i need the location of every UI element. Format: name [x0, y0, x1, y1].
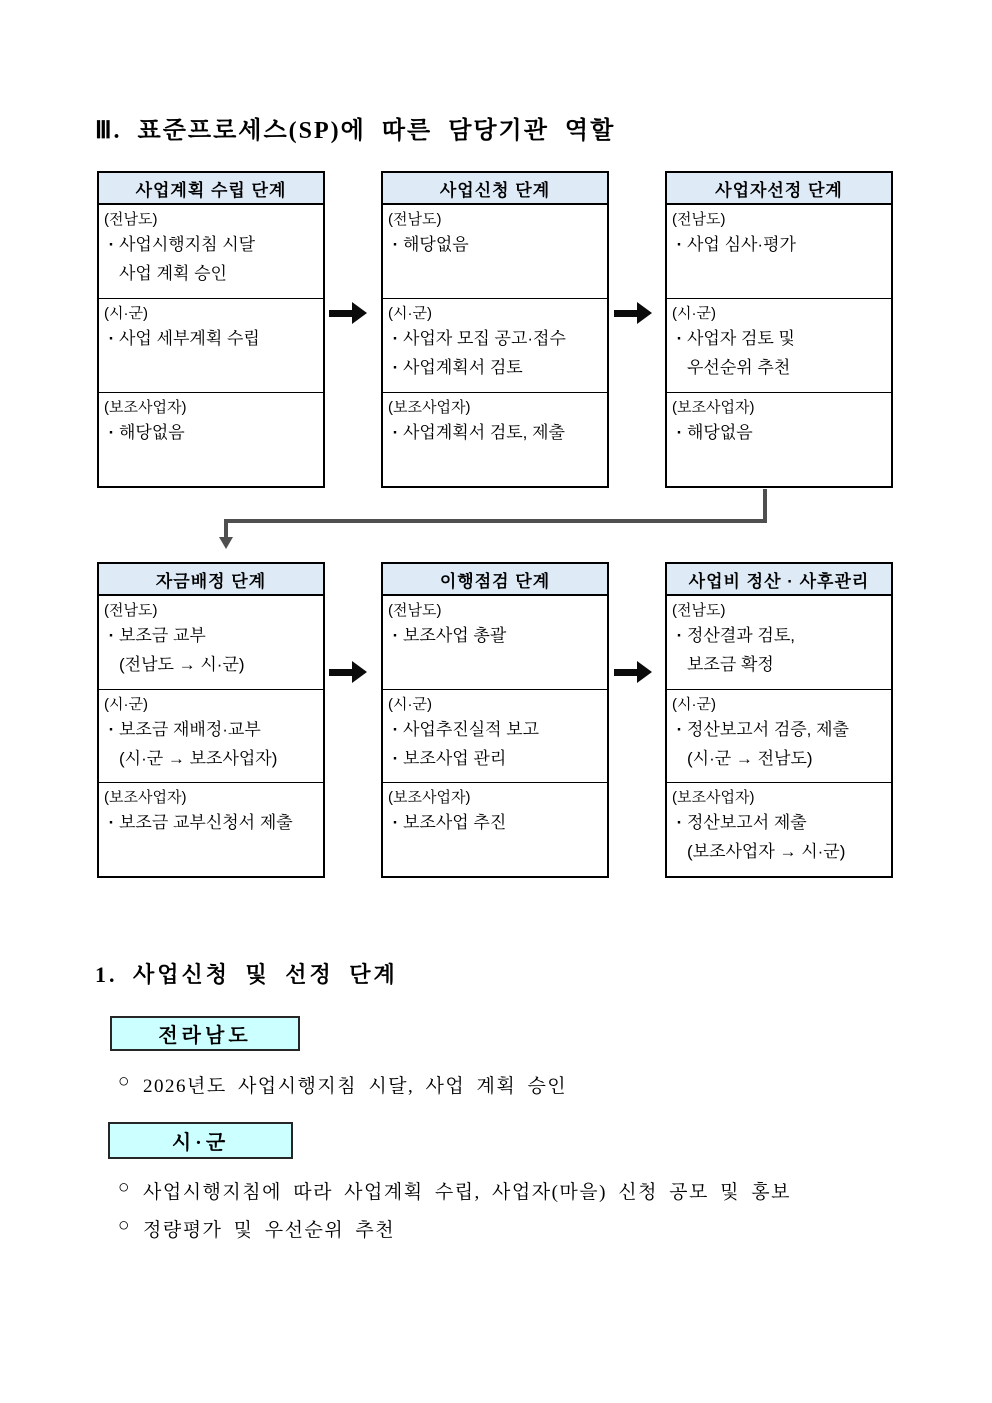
section-line-text: 사업추진실적 보고	[403, 719, 540, 739]
section-line-text: 사업자 검토 및	[687, 329, 795, 348]
flow-box-implementation-check	[381, 562, 609, 878]
flow-box-section	[383, 205, 607, 298]
doc-bullet-text: 정량평가 및 우선순위 추천	[142, 1220, 396, 1241]
bullet-marker: ·	[676, 626, 683, 645]
section-line	[388, 621, 602, 650]
flow-box-section	[667, 596, 891, 689]
flow-box-header: 사업자선정 단계	[667, 173, 891, 205]
right-arrow-icon	[614, 302, 652, 324]
flow-box-fund-allocation	[97, 562, 325, 878]
bullet-marker	[672, 353, 687, 382]
arrow-head	[352, 302, 367, 324]
bullet-marker: ·	[676, 423, 683, 442]
bullet-marker: ·	[108, 329, 115, 348]
section-line	[388, 230, 602, 259]
section-org-label: (전남도)	[388, 602, 442, 619]
bullet-marker: ·	[392, 748, 399, 768]
doc-bullet-text: 2026년도 사업시행지침 시달, 사업 계획 승인	[142, 1076, 568, 1097]
section-line-text: 사업자 모집 공고·접수	[403, 329, 566, 348]
doc-bullet-line	[118, 1071, 567, 1098]
bullet-marker: ·	[392, 719, 399, 739]
section-line-text: 사업시행지침 시달	[119, 235, 256, 254]
connector-line-vertical-left	[224, 519, 228, 538]
bullet-marker	[672, 744, 687, 773]
section-line-text: (시·군 → 전남도)	[687, 748, 813, 768]
section-line-text: 보조금 재배정·교부	[119, 719, 261, 739]
flow-box-plan-establish	[97, 171, 325, 488]
section-org-label: (보조사업자)	[388, 399, 471, 416]
flow-box-section	[383, 392, 607, 486]
section-org-label: (보조사업자)	[672, 399, 755, 416]
section-line-text: (시·군 → 보조사업자)	[119, 748, 278, 768]
bullet-marker: ·	[676, 235, 683, 254]
section-line	[672, 715, 886, 744]
doc-bullet-line	[118, 1177, 791, 1204]
bullet-marker	[104, 744, 119, 773]
section-line	[672, 324, 886, 353]
bullet-marker: ·	[676, 813, 683, 833]
flow-box-section	[99, 782, 323, 876]
section-heading: 1. 사업신청 및 선정 단계	[95, 962, 398, 987]
down-arrow-icon	[219, 537, 233, 549]
bullet-marker	[672, 837, 687, 866]
right-arrow-icon	[329, 661, 367, 683]
section-line	[104, 230, 318, 259]
flow-box-operator-selection	[665, 171, 893, 488]
flow-box-section	[667, 689, 891, 783]
section-line-text: 사업계획서 검토	[403, 358, 523, 377]
flow-box-section	[383, 596, 607, 689]
section-line-text: 보조사업 추진	[403, 813, 507, 833]
bullet-marker: ·	[108, 813, 115, 833]
section-line-text: 보조사업 총괄	[403, 626, 507, 645]
section-line	[104, 650, 318, 679]
flow-box-section	[667, 392, 891, 486]
section-org-label: (전남도)	[104, 602, 158, 619]
org-label-text: 시·군	[171, 1132, 230, 1154]
section-line	[672, 418, 886, 447]
bullet-marker: ·	[676, 719, 683, 739]
section-line-text: 해당없음	[403, 235, 469, 254]
section-line	[104, 808, 318, 837]
section-line	[388, 715, 602, 744]
section-org-label: (전남도)	[104, 211, 158, 228]
connector-line-horizontal	[224, 519, 767, 523]
section-line	[672, 230, 886, 259]
bullet-marker	[672, 650, 687, 679]
bullet-marker: ·	[108, 423, 115, 442]
flow-box-section	[383, 782, 607, 876]
section-line	[672, 744, 886, 773]
section-line-text: 정산결과 검토,	[687, 626, 795, 645]
section-org-label: (전남도)	[672, 602, 726, 619]
arrow-head	[637, 661, 652, 683]
flow-box-section	[99, 205, 323, 298]
org-label-text: 전라남도	[158, 1025, 252, 1047]
bullet-marker: ·	[108, 719, 115, 739]
section-line	[104, 621, 318, 650]
section-line	[672, 837, 886, 866]
flow-box-section	[99, 392, 323, 486]
flow-box-section	[667, 782, 891, 876]
flow-box-header: 사업계획 수립 단계	[99, 173, 323, 205]
circle-bullet-marker: ○	[118, 1215, 131, 1236]
section-org-label: (시·군)	[104, 695, 148, 713]
bullet-marker	[104, 259, 119, 288]
section-line-text: 사업계획서 검토, 제출	[403, 423, 565, 442]
bullet-marker: ·	[108, 235, 115, 254]
section-line	[104, 259, 318, 288]
right-arrow-icon	[614, 661, 652, 683]
flow-box-section	[99, 298, 323, 392]
org-label-jeollanamdo	[110, 1016, 300, 1051]
doc-bullet-line	[118, 1215, 395, 1242]
bullet-marker: ·	[392, 329, 399, 348]
bullet-marker: ·	[108, 626, 115, 645]
section-line	[672, 808, 886, 837]
arrow-head	[637, 302, 652, 324]
section-org-label: (시·군)	[388, 305, 432, 322]
section-line-text: 보조사업 관리	[403, 748, 507, 768]
section-line-text: 사업 세부계획 수립	[119, 329, 260, 348]
section-org-label: (보조사업자)	[104, 399, 187, 416]
section-line	[388, 353, 602, 382]
section-line-text: 정산보고서 검증, 제출	[687, 719, 849, 739]
org-label-sigun	[108, 1122, 293, 1159]
flow-box-section	[667, 205, 891, 298]
section-line-text: (전남도 → 시·군)	[119, 655, 245, 674]
circle-bullet-marker: ○	[118, 1177, 131, 1198]
section-line	[672, 650, 886, 679]
bullet-marker: ·	[392, 813, 399, 833]
flow-box-section	[383, 689, 607, 783]
flow-box-header: 이행점검 단계	[383, 564, 607, 596]
section-org-label: (전남도)	[672, 211, 726, 228]
flow-box-section	[99, 689, 323, 783]
section-line-text: 우선순위 추천	[687, 358, 791, 377]
section-line-text: 정산보고서 제출	[687, 813, 807, 833]
section-line	[104, 744, 318, 773]
arrow-bar	[614, 669, 637, 676]
section-line	[672, 621, 886, 650]
bullet-marker	[104, 650, 119, 679]
bullet-marker: ·	[392, 423, 399, 442]
circle-bullet-marker: ○	[118, 1071, 131, 1092]
section-line	[104, 418, 318, 447]
flow-box-header: 자금배정 단계	[99, 564, 323, 596]
section-line	[388, 744, 602, 773]
section-line-text: 해당없음	[119, 423, 185, 442]
section-org-label: (보조사업자)	[388, 789, 471, 807]
arrow-bar	[329, 310, 352, 317]
bullet-marker: ·	[392, 358, 399, 377]
section-org-label: (시·군)	[672, 305, 716, 322]
section-line	[388, 808, 602, 837]
section-line-text: 보조금 교부신청서 제출	[119, 813, 293, 833]
flow-box-settlement	[665, 562, 893, 878]
arrow-bar	[614, 310, 637, 317]
bullet-marker: ·	[676, 329, 683, 348]
connector-line-vertical-right	[763, 489, 767, 523]
section-org-label: (전남도)	[388, 211, 442, 228]
section-line-text: 해당없음	[687, 423, 753, 442]
section-line-text: 사업 심사·평가	[687, 235, 796, 254]
arrow-head	[352, 661, 367, 683]
section-org-label: (보조사업자)	[672, 789, 755, 807]
section-line	[104, 324, 318, 353]
bullet-marker: ·	[392, 626, 399, 645]
section-line	[388, 418, 602, 447]
section-line-text: 보조금 확정	[687, 655, 774, 674]
doc-bullet-text: 사업시행지침에 따라 사업계획 수립, 사업자(마을) 신청 공모 및 홍보	[142, 1182, 791, 1203]
section-line	[388, 324, 602, 353]
right-arrow-icon	[329, 302, 367, 324]
flow-box-section	[383, 298, 607, 392]
arrow-bar	[329, 669, 352, 676]
flow-box-section	[99, 596, 323, 689]
section-line-text: (보조사업자 → 시·군)	[687, 842, 846, 862]
bullet-marker: ·	[392, 235, 399, 254]
flow-box-header: 사업비 정산 · 사후관리	[667, 564, 891, 596]
section-line	[104, 715, 318, 744]
section-org-label: (시·군)	[388, 695, 432, 713]
section-org-label: (시·군)	[104, 305, 148, 322]
flow-box-section	[667, 298, 891, 392]
page-title: Ⅲ. 표준프로세스(SP)에 따른 담당기관 역할	[95, 118, 616, 144]
section-org-label: (시·군)	[672, 695, 716, 713]
section-line-text: 사업 계획 승인	[119, 264, 227, 283]
section-line-text: 보조금 교부	[119, 626, 206, 645]
section-org-label: (보조사업자)	[104, 789, 187, 807]
flow-box-application	[381, 171, 609, 488]
flow-box-header: 사업신청 단계	[383, 173, 607, 205]
section-line	[672, 353, 886, 382]
